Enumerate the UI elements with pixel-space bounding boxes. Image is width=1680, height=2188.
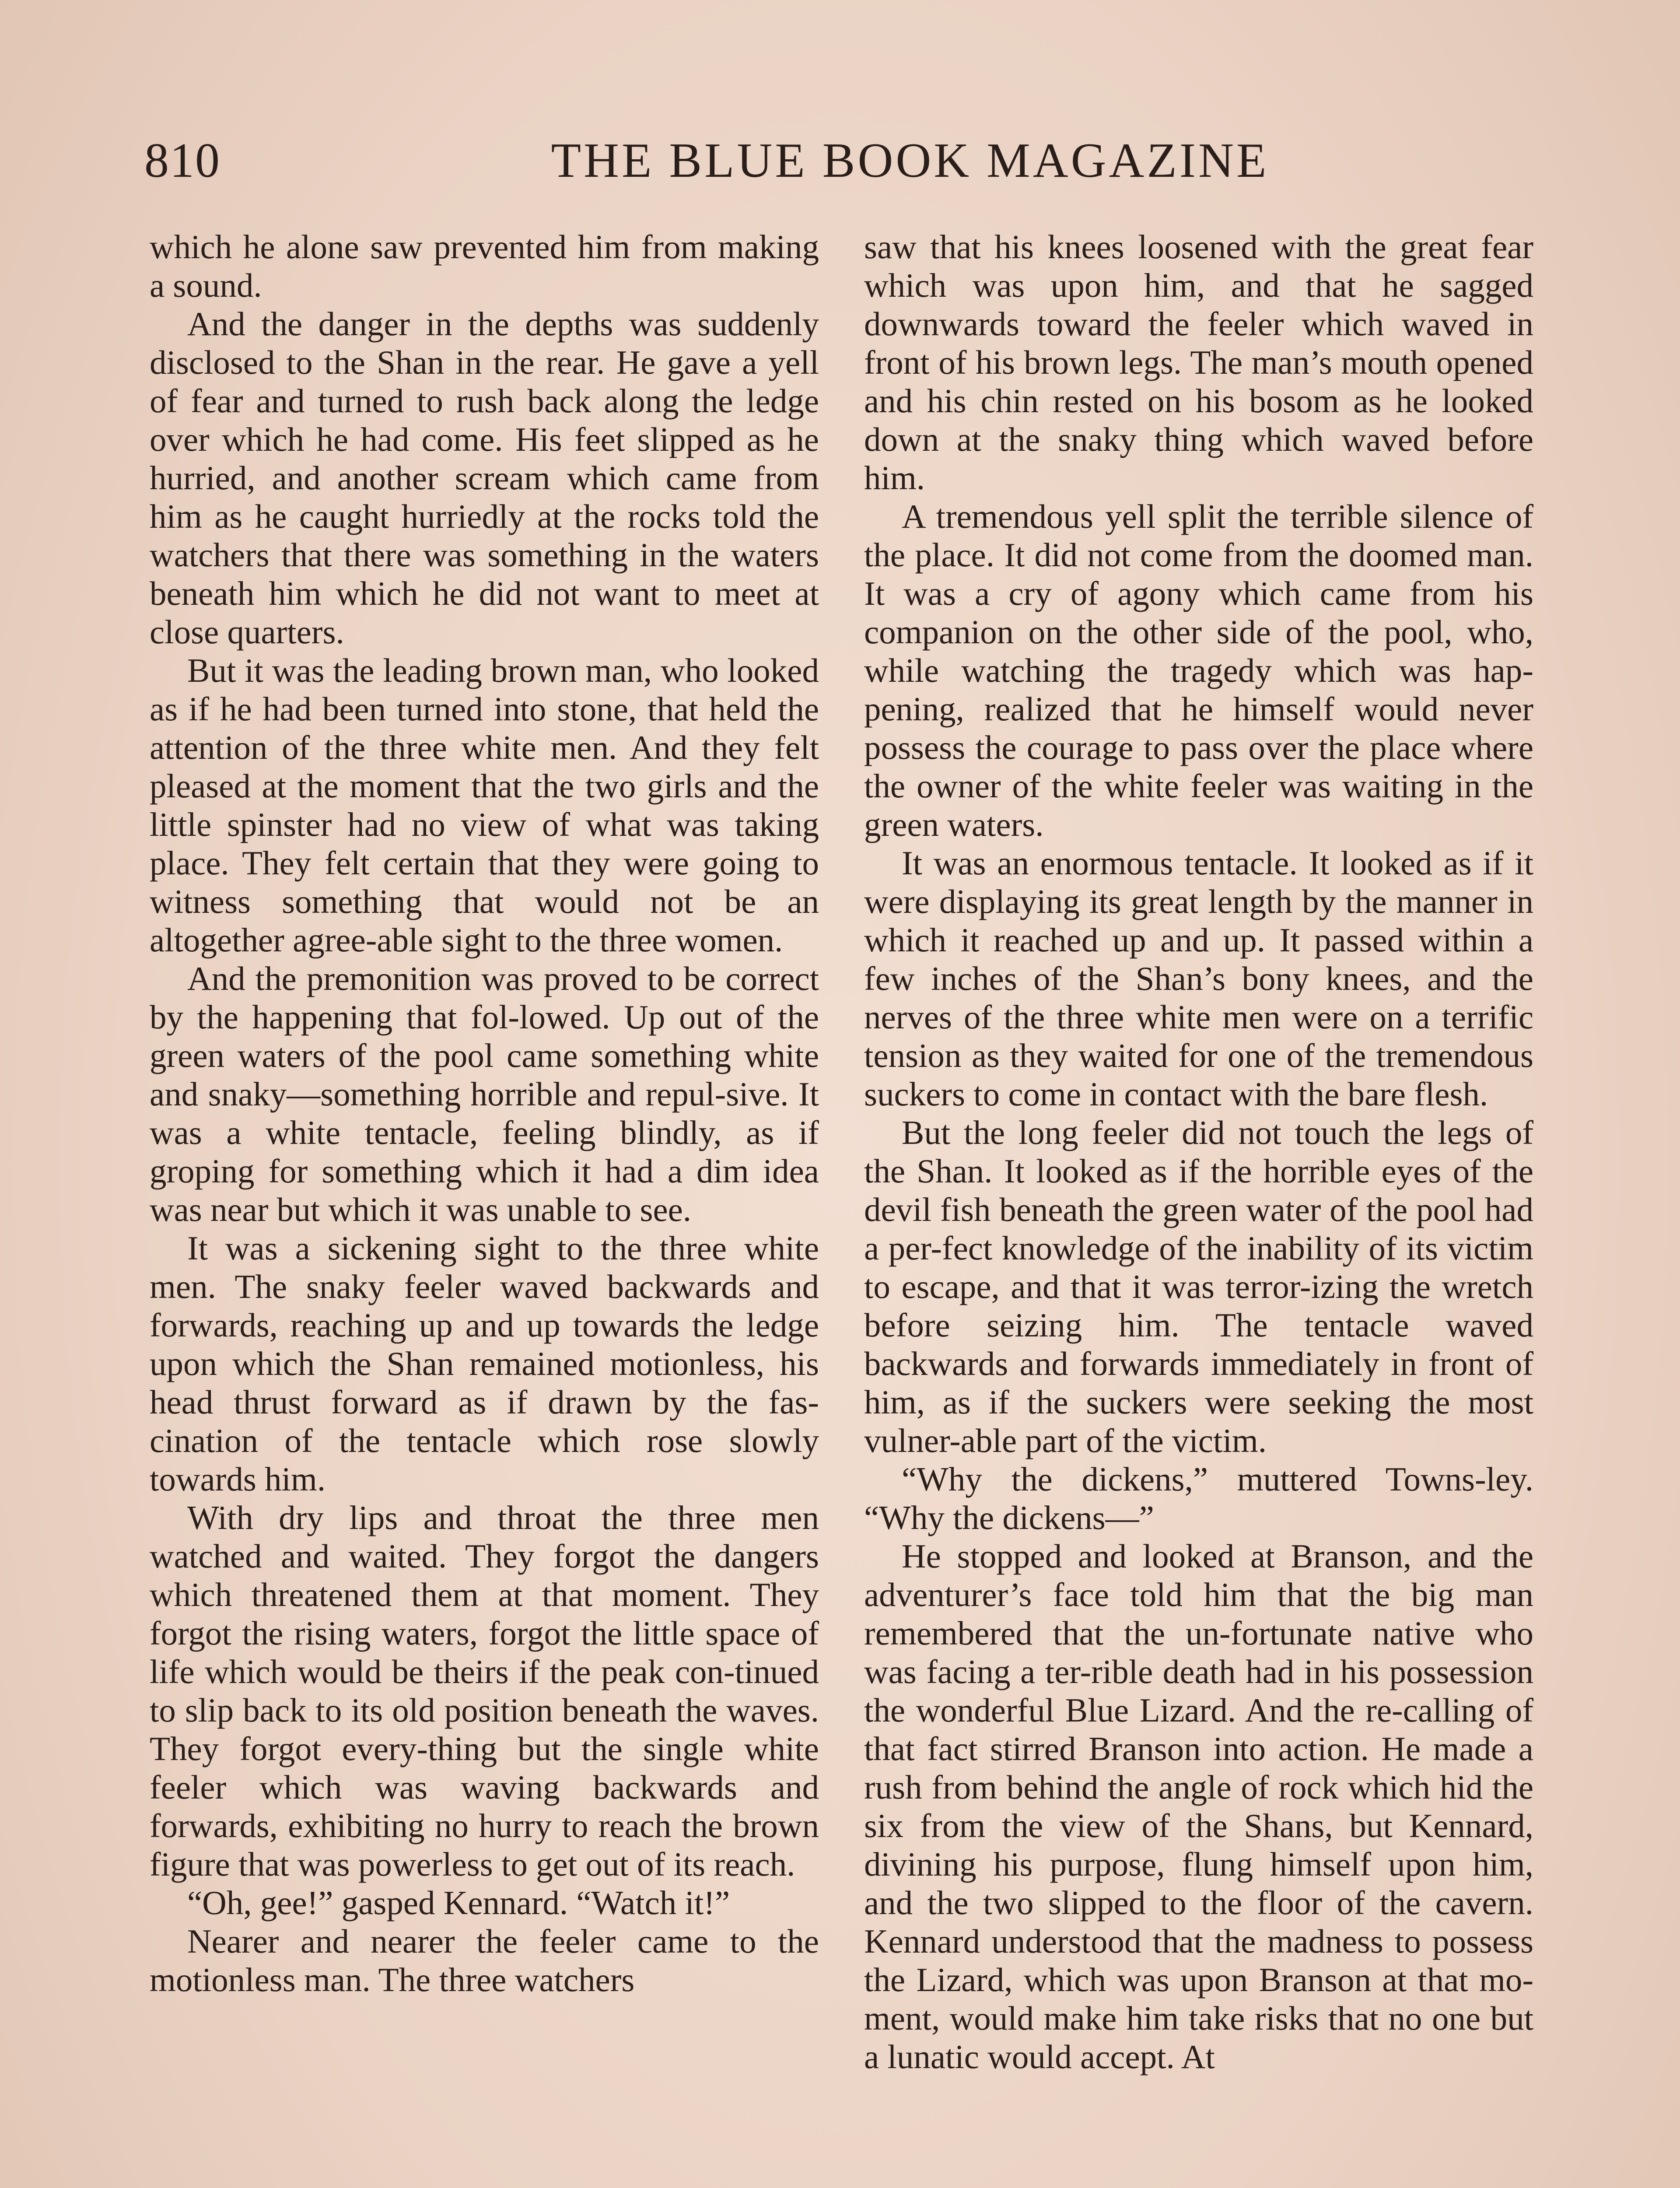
right-column: [864, 228, 1533, 2188]
paragraph: But it was the leading brown man, who looked as if he had been turned into stone, that held the attention of the three white men. And they felt pleased at the moment that the two girls and the little spinster had no view of what was taking place. They felt certain that they were going to witness something that would not be an altogether agree-able sight to the three women.: [150, 652, 819, 959]
left-column: [150, 228, 819, 2188]
paragraph: And the danger in the depths was suddenly disclosed to the Shan in the rear. He gave a yell of fear and turned to rush back along the ledge over which he had come. His feet slipped as he hurried, and another scream which came from him as he caught hurriedly at the rocks told the watchers that there was something in the waters beneath him which he did not want to meet at close quarters.: [150, 305, 819, 651]
paragraph: saw that his knees loosened with the great fear which was upon him, and that he sagged downwards toward the feeler which waved in front of his brown legs. The man’s mouth opened and his chin rested on his bosom as he looked down at the snaky thing which waved before him.: [864, 228, 1533, 497]
paragraph: which he alone saw prevented him from making a sound.: [150, 228, 819, 304]
paragraph: He stopped and looked at Branson, and the adventurer’s face told him that the big man remembered that the un-fortunate native who was facing a ter-rible death had in his possession the wonderful Blue Lizard. And the re-calling of that fact stirred Branson into action. He made a rush from behind the angle of rock which hid the six from the view of the Shans, but Kennard, divining his purpose, flung himself upon him, and the two slipped to the floor of the cavern. Kennard understood that the madness to possess the Lizard, which was upon Branson at that mo-ment, would make him take risks that no one but a lunatic would accept. At: [864, 1537, 1533, 2076]
page-number: 810: [144, 133, 220, 188]
paragraph: Nearer and nearer the feeler came to the motionless man. The three watchers: [150, 1922, 819, 1999]
running-title: THE BLUE BOOK MAGAZINE: [551, 133, 1269, 188]
paragraph: It was a sickening sight to the three white men. The snaky feeler waved backwards and forwards, reaching up and up towards the ledge upon which the Shan remained motionless, his head thrust forward as if drawn by the fas-cination of the tentacle which rose slowly towards him.: [150, 1229, 819, 1498]
paragraph: A tremendous yell split the terrible silence of the place. It did not come from the doomed man. It was a cry of agony which came from his companion on the other side of the pool, who, while watching the tragedy which was hap-pening, realized that he himself would never possess the courage to pass over the place where the owner of the white feeler was waiting in the green waters.: [864, 498, 1533, 843]
paragraph: And the premonition was proved to be correct by the happening that fol-lowed. Up out of the green waters of the pool came something white and snaky—something horrible and repul-sive. It was a white tentacle, feeling blindly, as if groping for something which it had a dim idea was near but which it was unable to see.: [150, 960, 819, 1228]
paragraph: “Why the dickens,” muttered Towns-ley. “Why the dickens—”: [864, 1460, 1533, 1536]
paragraph: But the long feeler did not touch the legs of the Shan. It looked as if the horrible eyes of the devil fish beneath the green water of the pool had a per-fect knowledge of the inability of its victim to escape, and that it was terror-izing the wretch before seizing him. The tentacle waved backwards and forwards immediately in front of him, as if the suckers were seeking the most vulner-able part of the victim.: [864, 1114, 1533, 1459]
page-header: [144, 128, 1536, 193]
paragraph: It was an enormous tentacle. It looked as if it were displaying its great length by the manner in which it reached up and up. It passed within a few inches of the Shan’s bony knees, and the nerves of the three white men were on a terrific tension as they waited for one of the tremendous suckers to come in contact with the bare flesh.: [864, 844, 1533, 1113]
paragraph: “Oh, gee!” gasped Kennard. “Watch it!”: [187, 1884, 730, 1922]
paragraph: With dry lips and throat the three men watched and waited. They forgot the dangers which threatened them at that moment. They forgot the rising waters, forgot the little space of life which would be theirs if the peak con-tinued to slip back to its old position beneath the waves. They forgot every-thing but the single white feeler which was waving backwards and forwards, exhibiting no hurry to reach the brown figure that was powerless to get out of its reach.: [150, 1499, 819, 1883]
